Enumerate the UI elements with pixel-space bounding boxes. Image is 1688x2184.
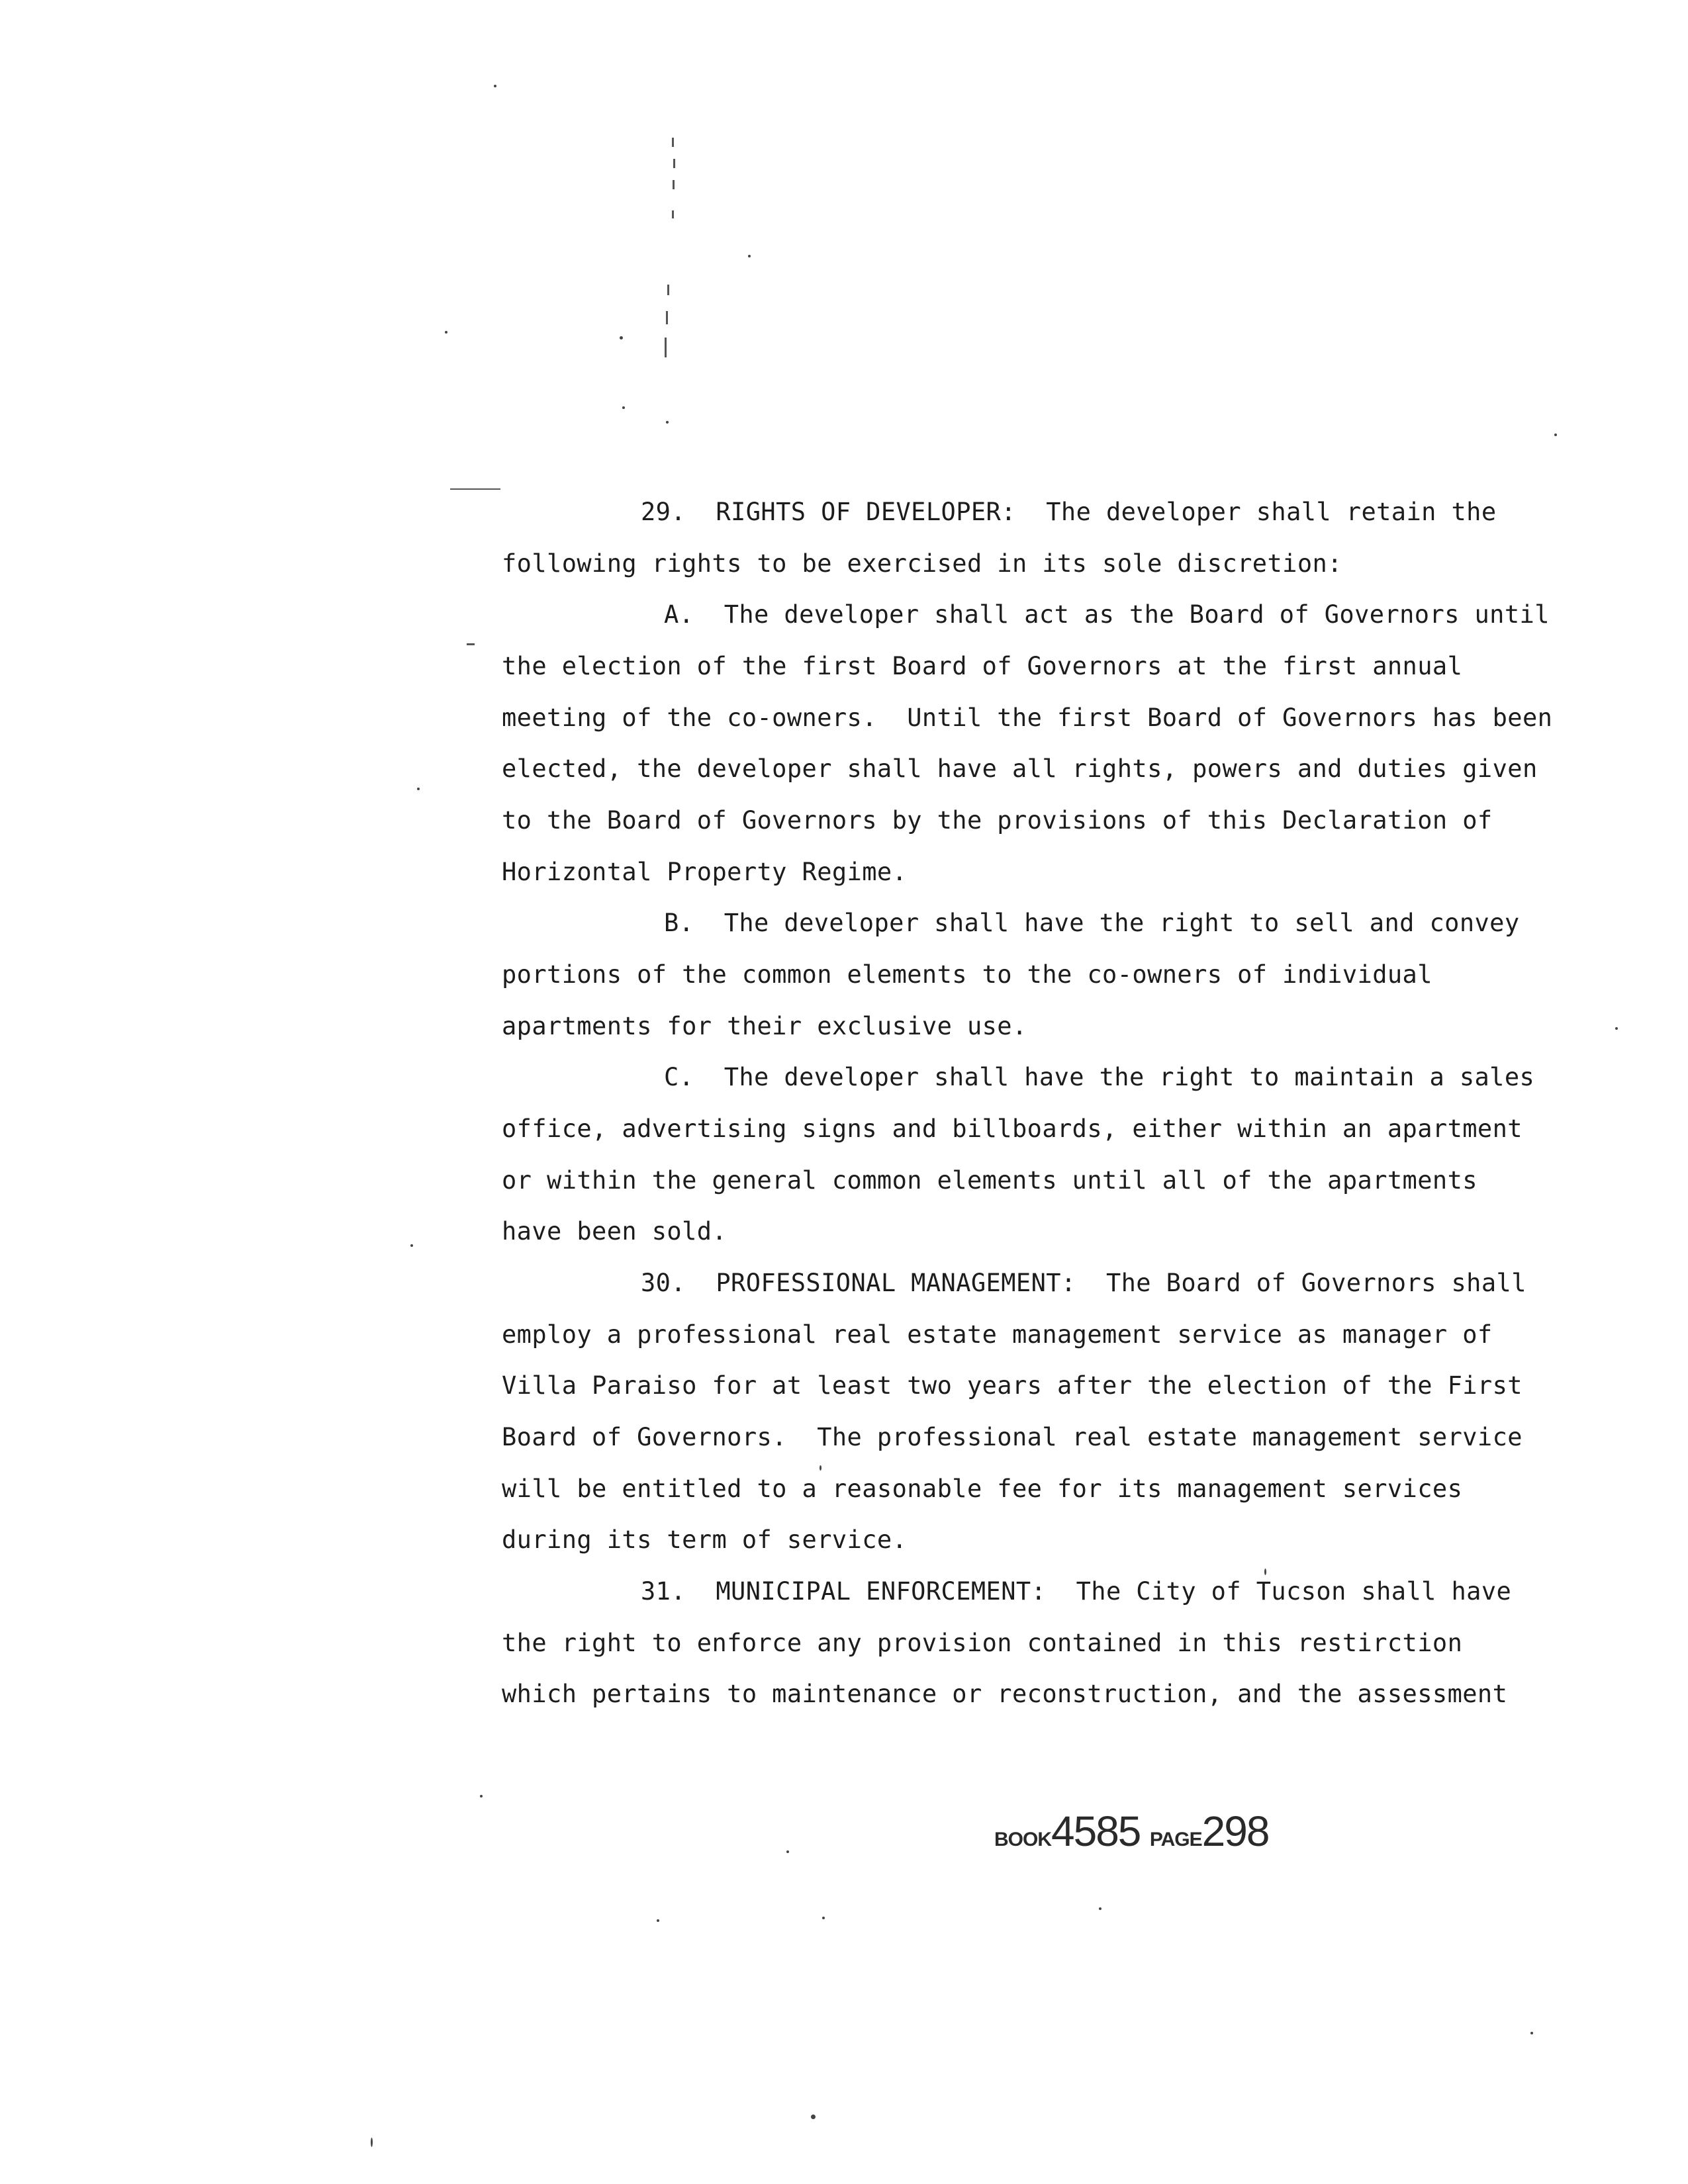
text-line: elected, the developer shall have all rights, powers and duties given xyxy=(502,754,1538,783)
subsection-a-line: A. The developer shall act as the Board of Governors until xyxy=(664,600,1550,629)
subsection-c-line: C. The developer shall have the right to maintain a sales xyxy=(664,1063,1535,1091)
text-line: apartments for their exclusive use. xyxy=(502,1012,1027,1040)
text-line: or within the general common elements until all of the apartments xyxy=(502,1166,1477,1195)
text-line: the right to enforce any provision contained in this restirction xyxy=(502,1629,1463,1657)
text-line: Board of Governors. The professional real estate management service xyxy=(502,1423,1523,1451)
text-line: following rights to be exercised in its sole discretion: xyxy=(502,549,1342,578)
text-line: to the Board of Governors by the provisions of this Declaration of xyxy=(502,806,1493,835)
book-label: BOOK xyxy=(994,1829,1051,1850)
text-line: have been sold. xyxy=(502,1217,727,1246)
text-line: the election of the first Board of Governors at the first annual xyxy=(502,652,1463,680)
text-line: will be entitled to a reasonable fee for its management services xyxy=(502,1475,1463,1503)
page-label: PAGE xyxy=(1149,1829,1202,1850)
page-number: 298 xyxy=(1201,1807,1269,1855)
book-number: 4585 xyxy=(1051,1807,1141,1855)
section-31-heading-line: 31. MUNICIPAL ENFORCEMENT: The City of Tucson shall have xyxy=(641,1577,1512,1606)
text-line: office, advertising signs and billboards, either within an apartment xyxy=(502,1115,1523,1143)
text-line: Villa Paraiso for at least two years after the election of the First xyxy=(502,1371,1523,1400)
text-line: Horizontal Property Regime. xyxy=(502,858,908,886)
text-line: which pertains to maintenance or reconstruction, and the assessment xyxy=(502,1680,1508,1708)
section-30-heading-line: 30. PROFESSIONAL MANAGEMENT: The Board of Governors shall xyxy=(641,1269,1526,1297)
text-line: portions of the common elements to the co-owners of individual xyxy=(502,960,1432,989)
text-line: during its term of service. xyxy=(502,1525,908,1554)
subsection-b-line: B. The developer shall have the right to sell and convey xyxy=(664,909,1520,937)
text-line: meeting of the co-owners. Until the first Board of Governors has been xyxy=(502,704,1553,732)
book-page-stamp xyxy=(994,1807,1268,1856)
text-line: employ a professional real estate management service as manager of xyxy=(502,1320,1493,1349)
section-29-heading-line: 29. RIGHTS OF DEVELOPER: The developer shall retain the xyxy=(641,498,1497,526)
